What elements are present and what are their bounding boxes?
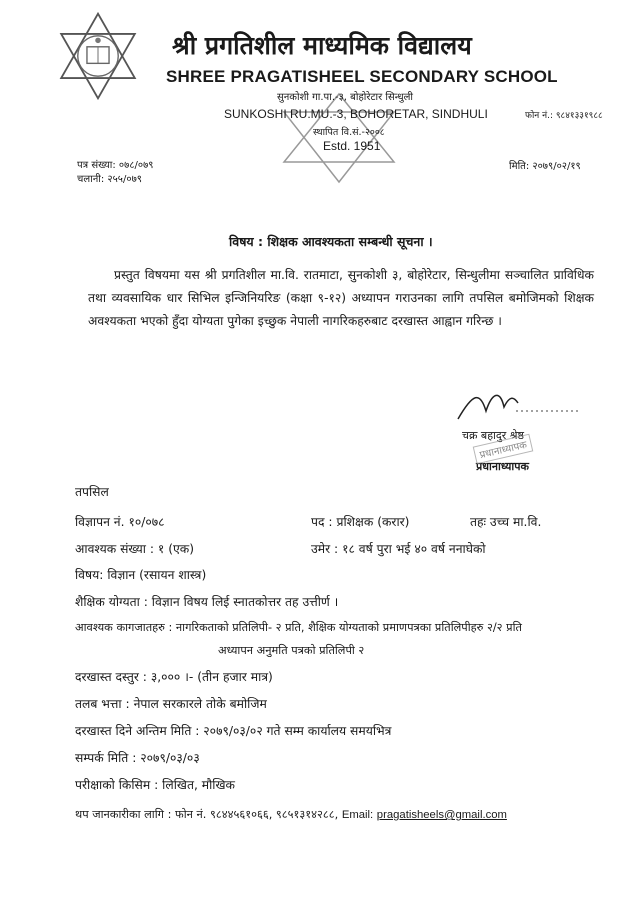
established-english: Estd. 1951	[323, 139, 381, 153]
school-name-english: SHREE PRAGATISHEEL SECONDARY SCHOOL	[166, 67, 558, 86]
letter-number: पत्र संख्या: ०७८/०७९	[77, 160, 154, 171]
contact-phones: थप जानकारीका लागि : फोन नं. ९८४४५६१०६६, ९८५१३१४२८८,	[75, 808, 339, 821]
application-fee: दरखास्त दस्तुर : ३,००० ।- (तीन हजार मात्र)	[75, 670, 273, 684]
details-heading: तपसिल	[75, 485, 109, 499]
signature	[448, 385, 583, 425]
age-requirement: उमेर : १८ वर्ष पुरा भई ४० वर्ष ननाघेको	[311, 542, 486, 556]
star-watermark	[274, 92, 404, 184]
phone-number: फोन नं.: ९८४१३३१९८८	[525, 111, 603, 121]
address-english: SUNKOSHI RU.MU.-3, BOHORETAR, SINDHULI	[224, 107, 488, 121]
subject-line: विषय : शिक्षक आवश्यकता सम्बन्धी सूचना ।	[229, 234, 433, 249]
salary: तलब भत्ता : नेपाल सरकारले तोके बमोजिम	[75, 697, 267, 711]
address-nepali: सुनकोशी गा.पा.-३, बोहोरेटार सिन्धुली	[277, 92, 413, 103]
required-count: आवश्यक संख्या : १ (एक)	[75, 542, 195, 556]
contact-info	[75, 807, 507, 822]
official-stamp: प्रधानाध्यापक	[473, 434, 534, 465]
teaching-subject: विषय: विज्ञान (रसायन शास्त्र)	[75, 568, 207, 582]
exam-type: परीक्षाको किसिम : लिखित, मौखिक	[75, 778, 235, 792]
documents-required: आवश्यक कागजातहरु : नागरिकताको प्रतिलिपी- २ प्रति, शैक्षिक योग्यताको प्रमाणपत्रका प्रतिलिपीहरु २/२ प्रति	[75, 621, 522, 634]
qualification: शैक्षिक योग्यता : विज्ञान विषय लिई स्नातकोत्तर तह उत्तीर्ण ।	[75, 595, 339, 609]
school-logo	[52, 10, 144, 102]
signatory-title: प्रधानाध्यापक	[476, 460, 529, 473]
email-label: Email:	[341, 809, 374, 821]
documents-required-cont: अध्यापन अनुमति पत्रको प्रतिलिपी २	[218, 644, 365, 657]
school-name-nepali: श्री प्रगतिशील माध्यमिक विद्यालय	[172, 31, 472, 60]
letter-date: मिति: २०७९/०२/१९	[509, 161, 581, 172]
level: तहः उच्च मा.वि.	[470, 515, 542, 529]
post: पद : प्रशिक्षक (करार)	[311, 515, 410, 529]
signatory-name: चक्र बहादुर श्रेष्ठ	[462, 429, 525, 442]
body-paragraph: प्रस्तुत विषयमा यस श्री प्रगतिशील मा.वि. रातमाटा, सुनकोशी ३, बोहोरेटार, सिन्धुलीमा सञ्चालित प्राविधिक तथा व्यवसायिक धार सिभिल इन्जिनियरिङ (कक्षा ९-१२) अध्यापन गराउनका लागि तपसिल बमोजिमको शिक्षक अवश्यकता भएको हुँदा योग्यता पुगेका इच्छुक नेपाली नागरिकहरुबाट दरखास्त आह्वान गरिन्छ ।	[88, 268, 594, 328]
dispatch-number: चलानी: २५५/०७९	[77, 174, 142, 185]
notice-number: विज्ञापन नं. १०/०७८	[75, 515, 165, 529]
email-link[interactable]: pragatisheels@gmail.com	[376, 809, 507, 821]
deadline: दरखास्त दिने अन्तिम मिति : २०७९/०३/०२ गते सम्म कार्यालय समयभित्र	[75, 724, 392, 738]
established-nepali: स्थापित वि.सं.-२००८	[313, 127, 385, 138]
contact-date: सम्पर्क मिति : २०७९/०३/०३	[75, 751, 200, 765]
